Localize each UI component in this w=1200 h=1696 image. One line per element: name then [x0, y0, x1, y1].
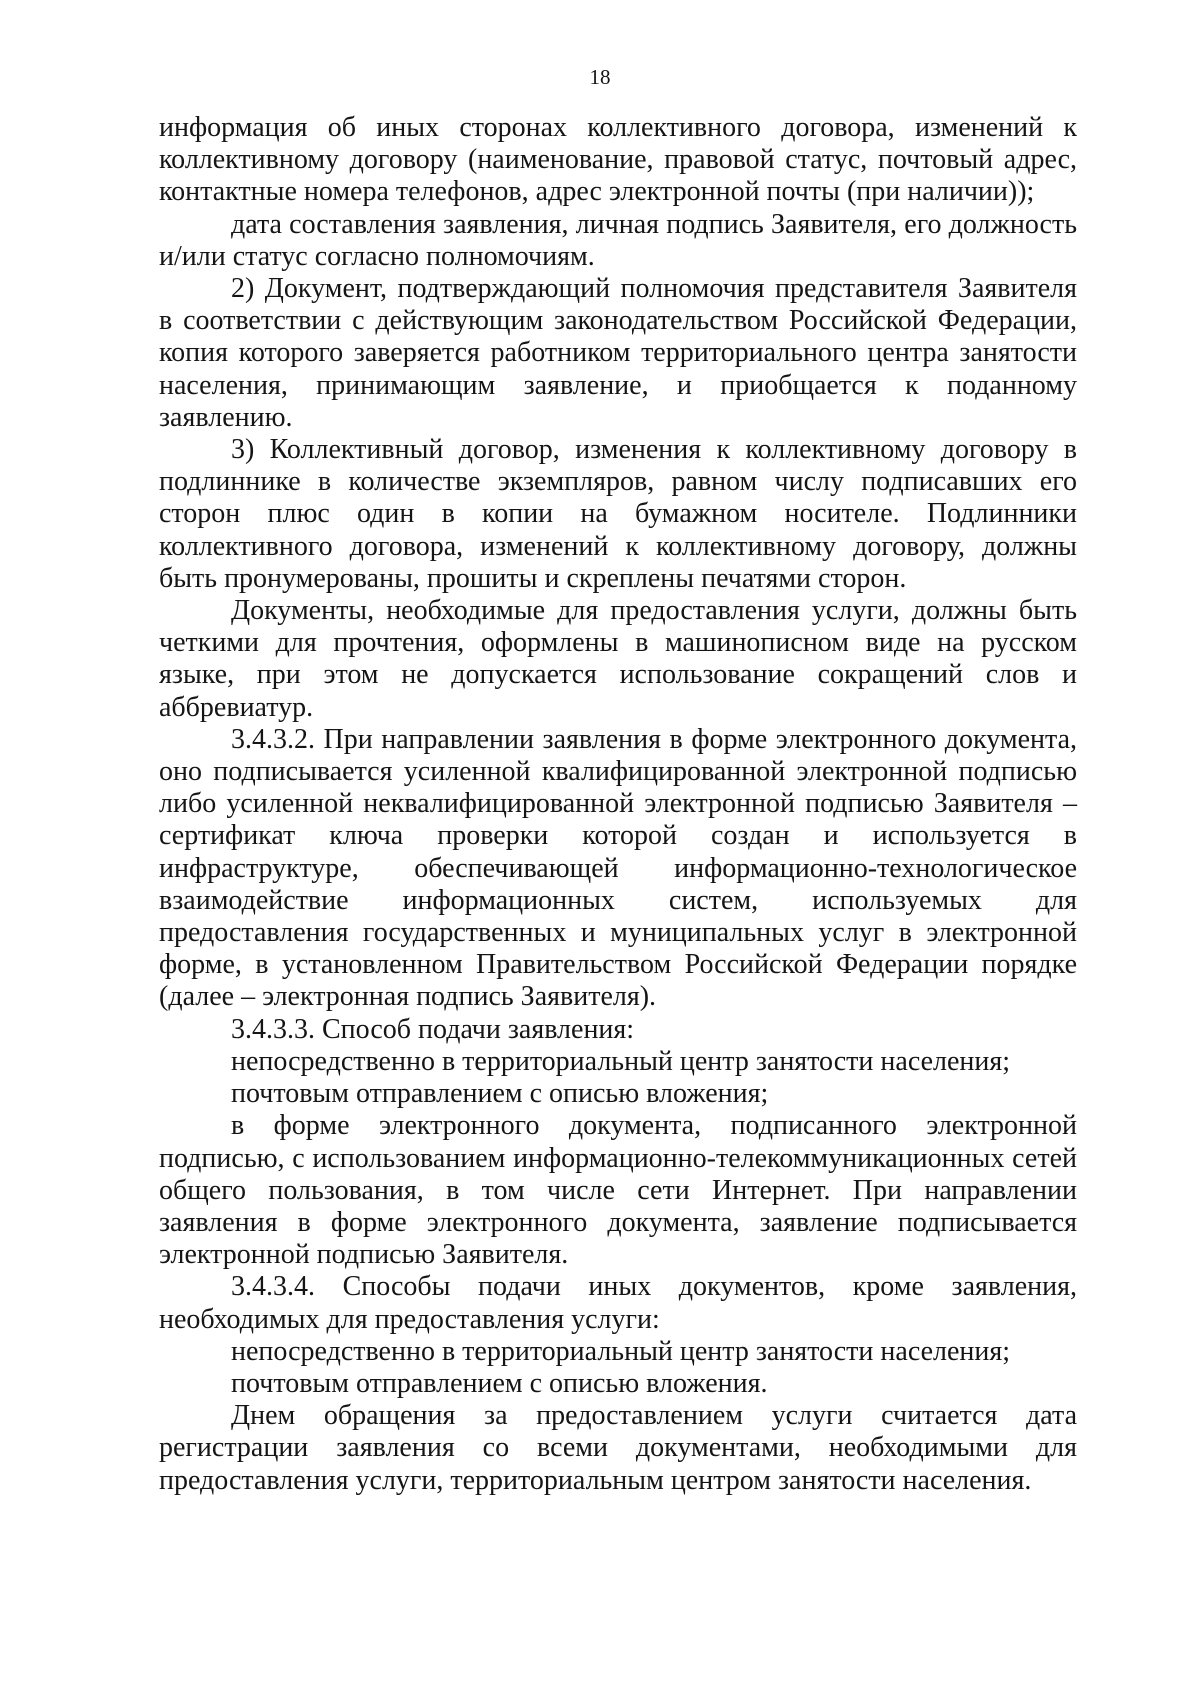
page-number: 18 [589, 65, 611, 89]
paragraph: 3.4.3.4. Способы подачи иных документов, кроме заявления, необходимых для предоставления услуги: [159, 1271, 1077, 1335]
paragraph: 3) Коллективный договор, изменения к коллективному договору в подлиннике в количестве экземпляров, равном числу подписавших его сторон плюс один в копии на бумажном носителе. Подлинники коллективного договора, изменений к коллективному договору, должны быть пронумерованы, прошиты и скреплены печатями сторон. [159, 434, 1077, 594]
paragraph: почтовым отправлением с описью вложения. [231, 1367, 768, 1399]
paragraph: дата составления заявления, личная подпись Заявителя, его должность и/или статус согласно полномочиям. [159, 208, 1077, 272]
paragraph: почтовым отправлением с описью вложения; [231, 1078, 769, 1110]
paragraph: 3.4.3.2. При направлении заявления в форме электронного документа, оно подписывается усиленной квалифицированной электронной подписью либо усиленной неквалифицированной электронной подписью Заявителя – сертификат ключа проверки которой создан и используется в инфраструктуре, обеспечивающей информационно-технологическое взаимодействие информационных систем, используемых для предоставления государственных и муниципальных услуг в электронной форме, в установленном Правительством Российской Федерации порядке (далее – электронная подпись Заявителя). [159, 723, 1077, 1013]
paragraph: информация об иных сторонах коллективного договора, изменений к коллективному договору (наименование, правовой статус, почтовый адрес, контактные номера телефонов, адрес электронной почты (при наличии)); [159, 112, 1077, 208]
paragraph: 3.4.3.3. Способ подачи заявления: [231, 1013, 635, 1045]
paragraph: в форме электронного документа, подписанного электронной подписью, с использованием информационно-телекоммуникационных сетей общего пользования, в том числе сети Интернет. При направлении заявления в форме электронного документа, заявление подписывается электронной подписью Заявителя. [159, 1110, 1077, 1271]
paragraph: непосредственно в территориальный центр занятости населения; [231, 1045, 1011, 1077]
paragraph: Днем обращения за предоставлением услуги считается дата регистрации заявления со всеми документами, необходимыми для предоставления услуги, территориальным центром занятости населения. [159, 1400, 1077, 1496]
document-body [159, 112, 1077, 1497]
paragraph: непосредственно в территориальный центр занятости населения; [231, 1335, 1011, 1367]
paragraph: Документы, необходимые для предоставления услуги, должны быть четкими для прочтения, оформлены в машинописном виде на русском языке, при этом не допускается использование сокращений слов и аббревиатур. [159, 595, 1077, 723]
paragraph: 2) Документ, подтверждающий полномочия представителя Заявителя в соответствии с действующим законодательством Российской Федерации, копия которого заверяется работником территориального центра занятости населения, принимающим заявление, и приобщается к поданному заявлению. [159, 273, 1077, 433]
